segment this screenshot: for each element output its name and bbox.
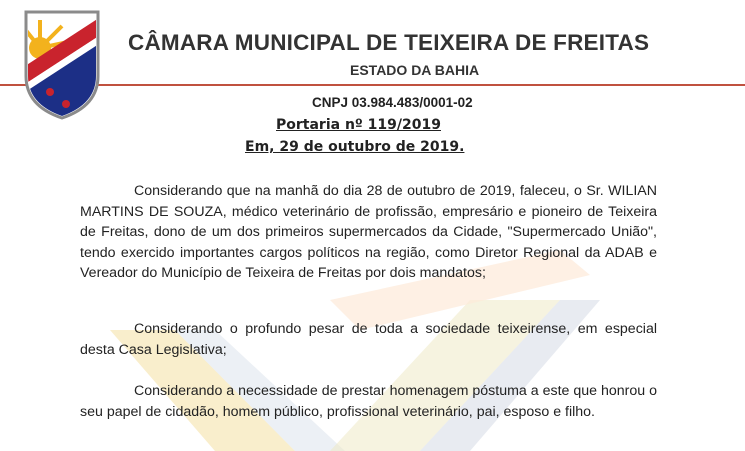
cnpj-number: CNPJ 03.984.483/0001-02	[312, 95, 473, 110]
paragraph-death-notice: Considerando que na manhã do dia 28 de outubro de 2019, faleceu, o Sr. WILIAN MARTINS DE SOUZA, médico veterinário de profissão, empresário e pioneiro de Teixeira de Freitas, dono de um dos primeiros supermercados da Cidade, "Supermercado União", tendo exercido importantes cargos políticos na região, como Diretor Regional da ADAB e Vereador do Município de Teixeira de Freitas por dois mandatos;	[80, 183, 657, 281]
header-divider	[0, 84, 745, 86]
paragraph-condolences: Considerando o profundo pesar de toda a sociedade teixeirense, em especial desta Casa Legislativa;	[80, 321, 657, 358]
municipal-crest-icon	[22, 8, 102, 120]
institution-title: CÂMARA MUNICIPAL DE TEIXEIRA DE FREITAS	[128, 30, 650, 55]
portaria-number: Portaria nº 119/2019	[276, 117, 441, 133]
paragraph-homage: Considerando a necessidade de prestar homenagem póstuma a este que honrou o seu papel de cidadão, homem público, profissional veterinário, pai, esposo e filho.	[80, 383, 657, 420]
document-date: Em, 29 de outubro de 2019.	[245, 139, 465, 155]
state-subtitle: ESTADO DA BAHIA	[350, 62, 480, 78]
